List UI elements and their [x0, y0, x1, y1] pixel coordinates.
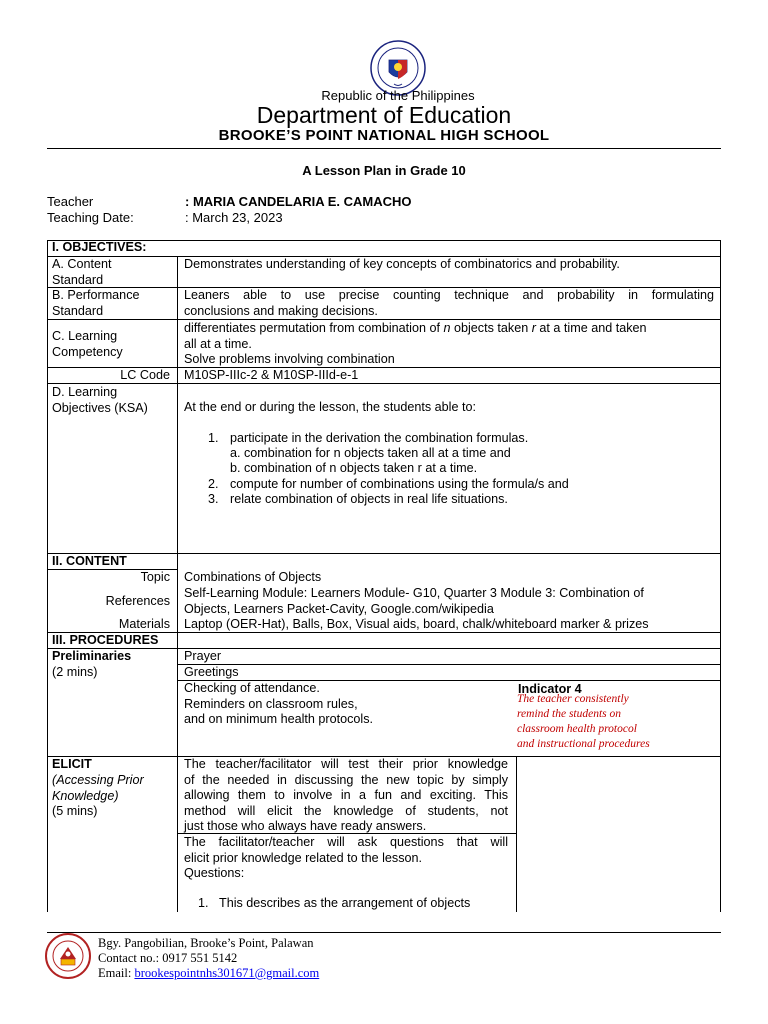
- learning-competency-label: C. Learning Competency: [52, 329, 123, 359]
- republic-label: Republic of the Philippines: [321, 88, 475, 103]
- footer-address: Bgy. Pangobilian, Brooke’s Point, Palawan: [98, 936, 314, 950]
- school-name: BROOKE’S POINT NATIONAL HIGH SCHOOL: [218, 127, 550, 144]
- table-border: [47, 319, 721, 320]
- preliminaries-label: Preliminaries: [52, 649, 132, 663]
- objectives-heading: I. OBJECTIVES:: [52, 240, 147, 254]
- footer-contact: Contact no.: 0917 551 5142: [98, 951, 238, 965]
- performance-standard-text: Leaners able to use precise counting technique and probability in formulating conclusions and making decisions.: [184, 288, 714, 318]
- table-border: [47, 240, 48, 912]
- teacher-name: : MARIA CANDELARIA E. CAMACHO: [185, 194, 412, 209]
- ksa-item-1: participate in the derivation the combination formulas.: [230, 431, 529, 445]
- content-standard-text: Demonstrates understanding of key concepts of combinatorics and probability.: [184, 257, 620, 271]
- department-title: Department of Education: [256, 102, 512, 128]
- indicator-title: Indicator 4: [518, 682, 582, 696]
- indicator-note: The teacher consistently remind the students on classroom health protocol and instructional procedures: [517, 693, 650, 750]
- elicit-description: The teacher/facilitator will test their prior knowledge of the needed in discussing the new topic by simply allowing them to involve in a fun and exciting. This method will elicit the knowledge of students, not just those who always have ready answers.: [184, 757, 508, 833]
- table-border: [177, 664, 721, 665]
- prayer-text: Prayer: [184, 649, 222, 663]
- materials-label: Materials: [118, 617, 170, 631]
- school-seal-logo: [45, 933, 91, 979]
- table-border: [47, 240, 721, 241]
- ksa-item-3: relate combination of objects in real life situations.: [230, 492, 508, 506]
- greetings-text: Greetings: [184, 665, 239, 679]
- ksa-item-1b: b. combination of n objects taken r at a time.: [230, 461, 478, 475]
- footer-email-link[interactable]: brookespointnhs301671@gmail.com: [134, 966, 320, 980]
- procedures-heading: III. PROCEDURES: [52, 633, 159, 647]
- references-value: Self-Learning Module: Learners Module- G10, Quarter 3 Module 3: Combination of Objects, Learners Packet-Cavity, Google.com/wikipedia: [184, 586, 644, 616]
- table-border: [516, 756, 517, 912]
- elicit-questions-intro: The facilitator/teacher will ask questions that will elicit prior knowledge related to the lesson. Questions:: [184, 835, 508, 880]
- teaching-date: : March 23, 2023: [185, 210, 283, 225]
- teaching-date-label: Teaching Date:: [47, 210, 134, 225]
- performance-standard-label: B. Performance Standard: [52, 288, 140, 318]
- topic-label: Topic: [140, 570, 170, 584]
- elicit-label: ELICIT: [52, 757, 92, 771]
- footer-email-label: Email:: [98, 966, 135, 980]
- ksa-label: D. Learning Objectives (KSA): [52, 385, 148, 415]
- question-1: This describes as the arrangement of objects: [219, 896, 471, 910]
- table-border: [177, 648, 178, 912]
- header-divider: [47, 148, 721, 149]
- lesson-plan-title: A Lesson Plan in Grade 10: [302, 163, 466, 178]
- table-border: [720, 240, 721, 912]
- ksa-item-2: compute for number of combinations using the formula/s and: [230, 477, 569, 491]
- content-standard-label: A. Content Standard: [52, 257, 112, 287]
- references-label: References: [105, 594, 170, 608]
- ksa-item-1a: a. combination for n objects taken all at a time and: [230, 446, 511, 460]
- attendance-text: Checking of attendance. Reminders on classroom rules, and on minimum health protocols.: [184, 681, 374, 726]
- elicit-subtitle: (Accessing Prior Knowledge): [52, 773, 144, 803]
- content-heading: II. CONTENT: [52, 554, 127, 568]
- preliminaries-time: (2 mins): [52, 665, 98, 679]
- lc-code-value: M10SP-IIIc-2 & M10SP-IIId-e-1: [184, 368, 359, 382]
- ksa-item-2-num: 2.: [208, 477, 219, 491]
- ksa-item-3-num: 3.: [208, 492, 219, 506]
- lc-code-label: LC Code: [120, 368, 170, 382]
- ksa-item-1-num: 1.: [208, 431, 219, 445]
- table-border: [47, 553, 721, 554]
- teacher-label: Teacher: [47, 194, 94, 209]
- materials-value: Laptop (OER-Hat), Balls, Box, Visual aids, board, chalk/whiteboard marker & prizes: [184, 617, 649, 631]
- table-border: [177, 256, 178, 648]
- footer-divider: [47, 932, 721, 933]
- footer-email-line: [98, 966, 319, 981]
- question-1-num: 1.: [198, 896, 209, 910]
- topic-value: Combinations of Objects: [184, 570, 322, 584]
- ksa-intro: At the end or during the lesson, the students able to:: [184, 400, 476, 414]
- learning-competency-text: differentiates permutation from combination of n objects taken r at a time and taken all at a time. Solve problems involving combination: [184, 321, 647, 366]
- elicit-time: (5 mins): [52, 804, 98, 818]
